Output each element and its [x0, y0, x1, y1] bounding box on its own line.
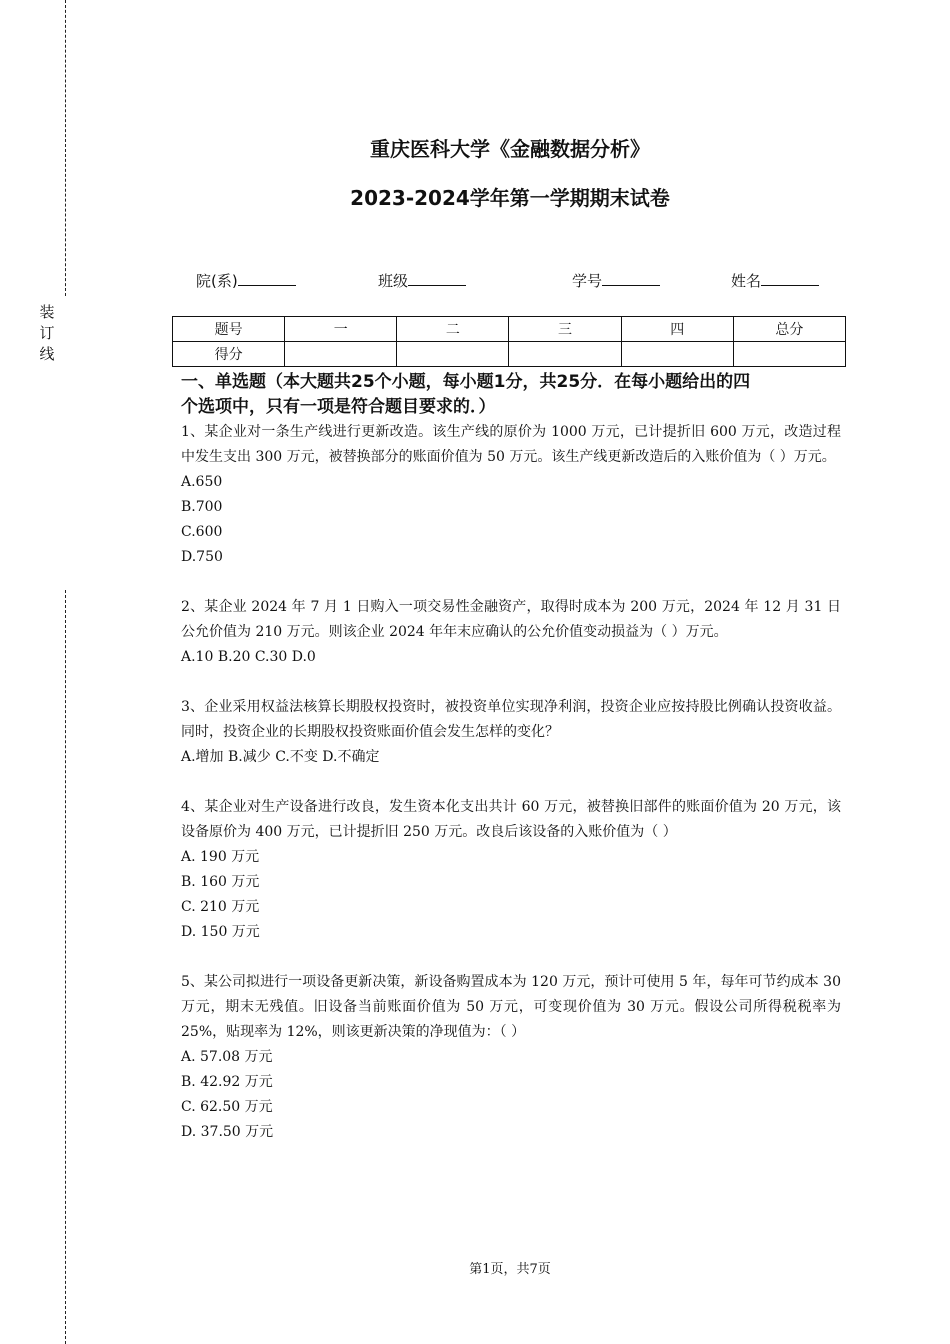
score-header-cell: 三: [509, 317, 621, 342]
page-footer: 第1页，共7页: [469, 1262, 551, 1277]
name-blank: [761, 273, 819, 286]
spacer: [181, 670, 841, 695]
score-table-header-row: [173, 317, 846, 342]
score-table-score-row: [173, 342, 846, 367]
q4-option-b: B. 160 万元: [181, 874, 260, 890]
score-header-cell: 一: [285, 317, 397, 342]
q1-option-b: B.700: [181, 499, 223, 515]
q5-option-b: B. 42.92 万元: [181, 1074, 273, 1090]
score-header-cell: 题号: [173, 317, 285, 342]
info-class-label: 班级: [378, 272, 409, 290]
score-header-cell: 二: [397, 317, 509, 342]
score-cell[interactable]: [733, 342, 845, 367]
info-name: [731, 270, 819, 291]
student-id-blank: [602, 273, 660, 286]
score-header-cell: 四: [621, 317, 733, 342]
q5-option-d: D. 37.50 万元: [181, 1124, 274, 1140]
score-table: [172, 316, 846, 367]
exam-title: 重庆医科大学《金融数据分析》: [370, 137, 650, 161]
question-3: 3、企业采用权益法核算长期股权投资时，被投资单位实现净利润，投资企业应按持股比例确认投资收益。同时，投资企业的长期股权投资账面价值会发生怎样的变化？: [181, 699, 841, 740]
question-1: 1、某企业对一条生产线进行更新改造。该生产线的原价为 1000 万元，已计提折旧 600 万元，改造过程中发生支出 300 万元，被替换部分的账面价值为 50 万元。该生产线更新改造后的入账价值为（ ）万元。: [181, 424, 841, 465]
spacer: [181, 945, 841, 970]
q4-option-a: A. 190 万元: [181, 849, 260, 865]
spacer: [181, 770, 841, 795]
section-heading-line2: 个选项中，只有一项是符合题目要求的．）: [181, 397, 496, 417]
q5-option-c: C. 62.50 万元: [181, 1099, 273, 1115]
binding-line-label: 装订线: [39, 303, 55, 363]
spacer: [181, 570, 841, 595]
q4-option-d: D. 150 万元: [181, 924, 260, 940]
info-student-id-label: 学号: [572, 272, 603, 290]
info-department: [196, 270, 296, 291]
info-name-label: 姓名: [731, 272, 762, 290]
score-header-cell: 总分: [733, 317, 845, 342]
score-cell[interactable]: [621, 342, 733, 367]
q1-option-a: A.650: [181, 474, 223, 490]
department-blank: [238, 273, 296, 286]
exam-subtitle: 2023-2024学年第一学期期末试卷: [350, 186, 670, 210]
class-blank: [408, 273, 466, 286]
question-4: 4、某企业对生产设备进行改良，发生资本化支出共计 60 万元，被替换旧部件的账面价值为 20 万元，该设备原价为 400 万元，已计提折旧 250 万元。改良后该设备的入账价值为（ ）: [181, 799, 841, 840]
question-5: 5、某公司拟进行一项设备更新决策，新设备购置成本为 120 万元，预计可使用 5 年，每年可节约成本 30 万元，期末无残值。旧设备当前账面价值为 50 万元，可变现价值为 30 万元。假设公司所得税税率为 25%，贴现率为 12%，则该更新决策的净现值为：（ ）: [181, 974, 841, 1040]
q4-option-c: C. 210 万元: [181, 899, 260, 915]
score-cell[interactable]: [509, 342, 621, 367]
q1-option-c: C.600: [181, 524, 223, 540]
binding-line-bottom: [65, 590, 66, 1344]
score-cell[interactable]: [285, 342, 397, 367]
info-class: [378, 270, 466, 291]
exam-content: [181, 370, 841, 1145]
score-row-label: 得分: [173, 342, 285, 367]
q5-option-a: A. 57.08 万元: [181, 1049, 273, 1065]
info-department-label: 院(系): [196, 272, 238, 290]
section-heading-line1: 一、单选题（本大题共25个小题，每小题1分，共25分．在每小题给出的四: [181, 372, 751, 392]
info-student-id: [572, 270, 660, 291]
question-2: 2、某企业 2024 年 7 月 1 日购入一项交易性金融资产，取得时成本为 200 万元，2024 年 12 月 31 日公允价值为 210 万元。则该企业 2024 年年末应确认的公允价值变动损益为（ ）万元。: [181, 599, 841, 640]
q2-options: A.10 B.20 C.30 D.0: [181, 649, 316, 665]
score-cell[interactable]: [397, 342, 509, 367]
q1-option-d: D.750: [181, 549, 223, 565]
q3-options: A.增加 B.减少 C.不变 D.不确定: [181, 749, 380, 765]
